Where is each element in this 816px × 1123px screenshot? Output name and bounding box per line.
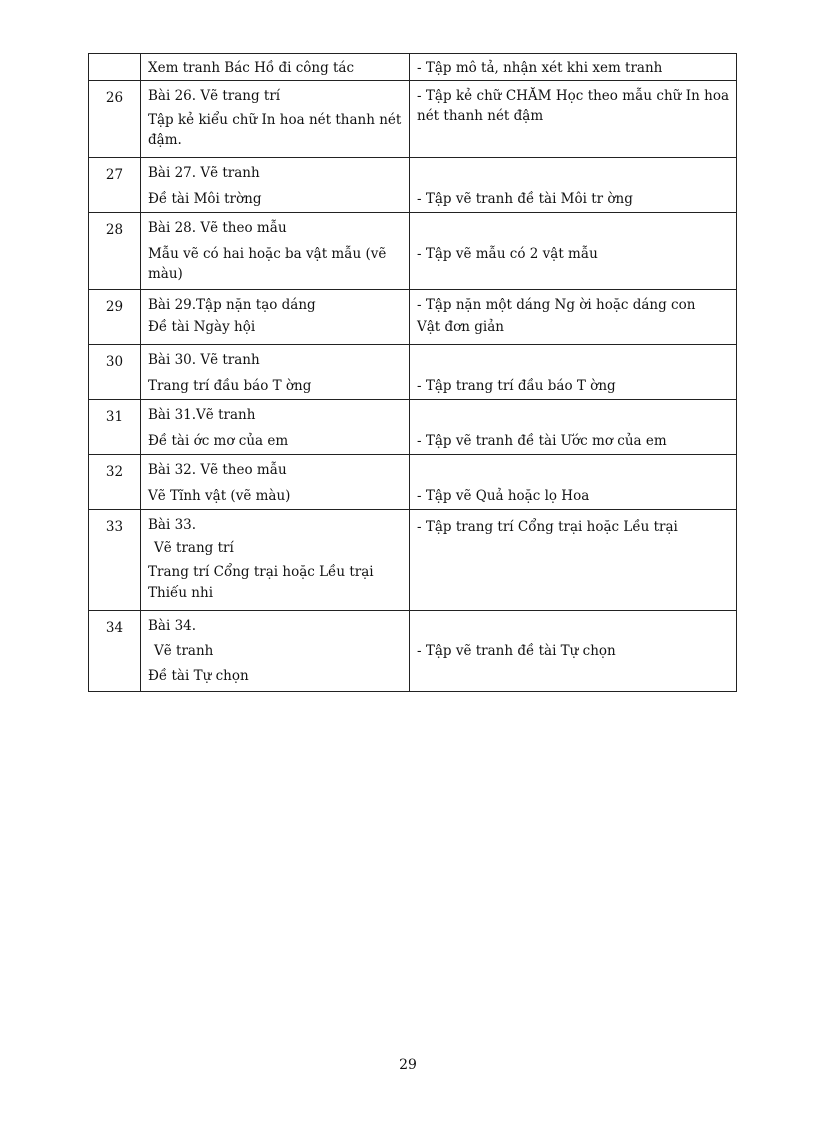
lesson-number: 28 <box>89 213 141 290</box>
lesson-line: Bài 30. Vẽ tranh <box>148 352 260 368</box>
lesson-content-cell <box>410 611 737 692</box>
lesson-line: Xem tranh Bác Hồ đi công tác <box>148 60 355 76</box>
lesson-line: Trang trí Cổng trại hoặc Lều trại <box>148 564 374 580</box>
lesson-line: Trang trí đầu báo T ờng <box>148 378 312 394</box>
content-line: - Tập nặn một dáng Ng ời hoặc dáng con <box>417 297 696 313</box>
lesson-number: 31 <box>89 400 141 455</box>
lesson-line: Mẫu vẽ có hai hoặc ba vật mẫu (vẽ màu) <box>148 246 387 282</box>
content-line: - Tập vẽ tranh đề tài Tự chọn <box>417 643 616 659</box>
lesson-number: 34 <box>89 611 141 692</box>
table-row <box>89 290 737 345</box>
lesson-line: Bài 33. <box>148 517 197 533</box>
lesson-number: 26 <box>89 81 141 158</box>
lesson-number: 29 <box>89 290 141 345</box>
lesson-title-cell <box>141 510 410 611</box>
lesson-content-cell <box>410 510 737 611</box>
content-line: - Tập mô tả, nhận xét khi xem tranh <box>417 60 663 76</box>
lesson-content-cell <box>410 455 737 510</box>
lesson-line: Thiếu nhi <box>148 585 214 601</box>
lesson-content-cell <box>410 290 737 345</box>
lesson-title-cell <box>141 345 410 400</box>
lesson-line: Đề tài Tự chọn <box>148 668 249 684</box>
table-row <box>89 158 737 213</box>
lesson-content-cell <box>410 81 737 158</box>
lesson-line: Vẽ trang trí <box>154 540 234 556</box>
table-row <box>89 54 737 81</box>
content-line: - Tập vẽ tranh đề tài Ước mơ của em <box>417 433 667 449</box>
table-row <box>89 345 737 400</box>
table-row <box>89 510 737 611</box>
page-number: 29 <box>399 1057 417 1073</box>
table-row <box>89 611 737 692</box>
lesson-title-cell <box>141 158 410 213</box>
lesson-content-cell <box>410 213 737 290</box>
lesson-line: Bài 28. Vẽ theo mẫu <box>148 220 287 236</box>
lesson-line: Vẽ Tĩnh vật (vẽ màu) <box>148 488 291 504</box>
lesson-number: 33 <box>89 510 141 611</box>
content-line: - Tập vẽ tranh đề tài Môi tr ờng <box>417 191 633 207</box>
lesson-number: 32 <box>89 455 141 510</box>
content-line: - Tập vẽ mẫu có 2 vật mẫu <box>417 246 598 262</box>
lesson-line: Bài 31.Vẽ tranh <box>148 407 256 423</box>
lesson-number <box>89 54 141 81</box>
lesson-line: Tập kẻ kiểu chữ In hoa nét thanh nét đậm. <box>148 112 402 148</box>
lesson-title-cell <box>141 400 410 455</box>
lesson-content-cell <box>410 158 737 213</box>
lesson-line: Đề tài Môi trờng <box>148 191 262 207</box>
lesson-line: Đề tài Ngày hội <box>148 319 256 335</box>
lesson-content-cell <box>410 54 737 81</box>
lesson-line: Bài 26. Vẽ trang trí <box>148 88 281 104</box>
table-row <box>89 455 737 510</box>
content-line: - Tập kẻ chữ CHĂM Học theo mẫu chữ In hoa nét thanh nét đậm <box>417 88 729 124</box>
content-line: - Tập trang trí Cổng trại hoặc Lều trại <box>417 519 678 535</box>
lesson-title-cell <box>141 81 410 158</box>
table-row <box>89 400 737 455</box>
content-line: - Tập vẽ Quả hoặc lọ Hoa <box>417 488 590 504</box>
curriculum-table <box>88 53 737 692</box>
lesson-number: 27 <box>89 158 141 213</box>
table-row <box>89 81 737 158</box>
lesson-title-cell <box>141 611 410 692</box>
lesson-number: 30 <box>89 345 141 400</box>
content-line: Vật đơn giản <box>417 319 504 335</box>
lesson-title-cell <box>141 455 410 510</box>
lesson-title-cell <box>141 290 410 345</box>
lesson-line: Đề tài ớc mơ của em <box>148 433 289 449</box>
lesson-content-cell <box>410 400 737 455</box>
lesson-title-cell <box>141 213 410 290</box>
lesson-line: Vẽ tranh <box>154 643 214 659</box>
lesson-line: Bài 27. Vẽ tranh <box>148 165 260 181</box>
lesson-line: Bài 34. <box>148 618 197 634</box>
lesson-line: Bài 32. Vẽ theo mẫu <box>148 462 287 478</box>
content-line: - Tập trang trí đầu báo T ờng <box>417 378 616 394</box>
lesson-content-cell <box>410 345 737 400</box>
lesson-line: Bài 29.Tập nặn tạo dáng <box>148 297 316 313</box>
table-row <box>89 213 737 290</box>
lesson-title-cell <box>141 54 410 81</box>
